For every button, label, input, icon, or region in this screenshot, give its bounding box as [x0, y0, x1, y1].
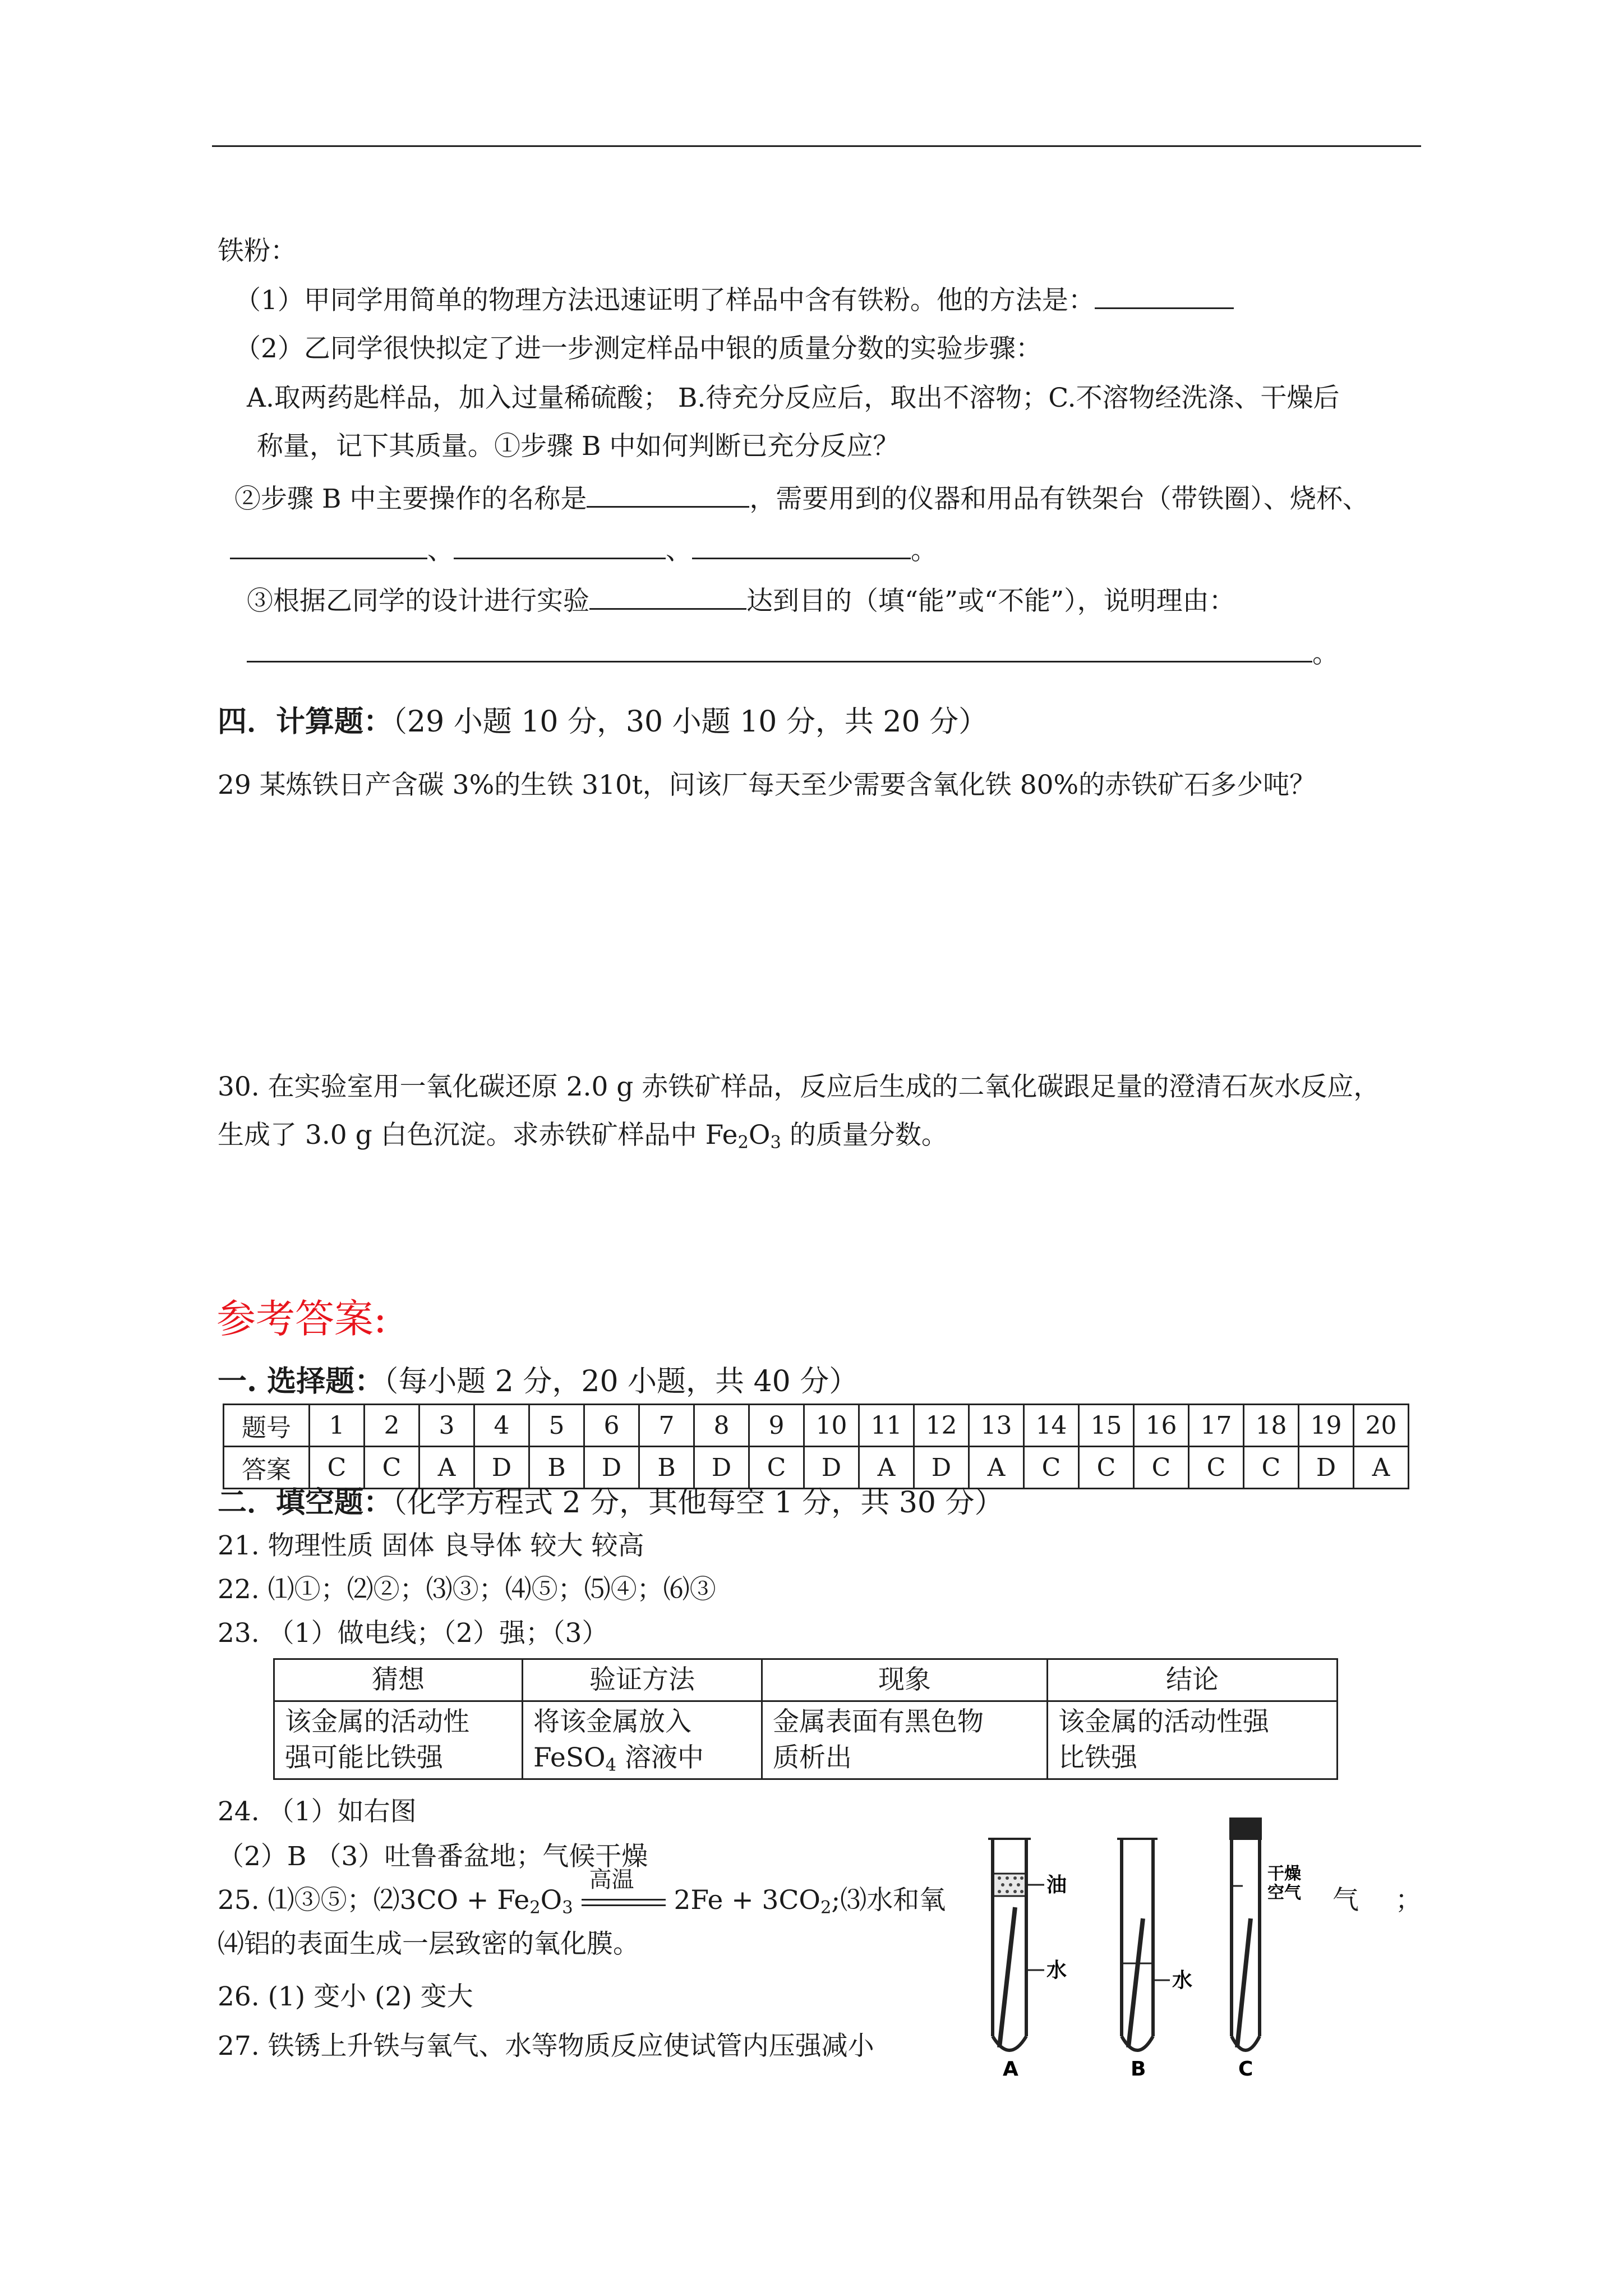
feso4-text: FeSO [533, 1742, 606, 1773]
cell-conclusion-line2: 比铁强 [1058, 1742, 1137, 1773]
answer-27: 27. 铁锈上升铁与氧气、水等物质反应使试管内压强减小 [218, 2031, 874, 2062]
a25-text-mid: 2Fe + 3CO [665, 1885, 820, 1916]
answer-24-line1: 24. （1）如右图 [218, 1796, 417, 1827]
answer-22: 22. ⑴①；⑵②；⑶③；⑷⑤；⑸④；⑹③ [218, 1574, 716, 1605]
table-cell-number: 2 [365, 1405, 419, 1447]
question-29: 29 某炼铁日产含碳 3%的生铁 310t，问该厂每天至少需要含氧化铁 80%的赤铁矿石多少吨？ [218, 770, 1316, 800]
header-rule [212, 145, 1421, 147]
answer-25-line1 [218, 1867, 946, 1918]
a25-o: O [540, 1885, 562, 1916]
q30-text-a: 生成了 3.0 g 白色沉淀。求赤铁矿样品中 Fe [218, 1120, 738, 1151]
experiment-table [273, 1658, 1338, 1780]
table-cell-answer: C [1244, 1447, 1299, 1489]
label-oil: 油 [1046, 1874, 1067, 1897]
question-30-line1: 30. 在实验室用一氧化碳还原 2.0 g 赤铁矿样品，反应后生成的二氧化碳跟足量的澄清石灰水反应， [218, 1071, 1380, 1102]
a25-text-pre: 25. ⑴③⑤；⑵3CO + Fe [218, 1885, 530, 1916]
header-phenomenon: 现象 [762, 1659, 1048, 1701]
cell-method-line2 [533, 1740, 751, 1776]
a25-equals-line-1 [582, 1899, 666, 1901]
cell-conclusion-line1: 该金属的活动性强 [1058, 1706, 1269, 1737]
table-cell-answer: D [914, 1447, 969, 1489]
label-dry-2: 空气 [1267, 1883, 1301, 1903]
a25-sub-3: 2 [820, 1898, 832, 1918]
answer-21: 21. 物理性质 固体 良导体 较大 较高 [218, 1530, 644, 1561]
feso4-post: 溶液中 [616, 1742, 704, 1773]
q28-step3-text-a: ③根据乙同学的设计进行实验 [247, 586, 589, 616]
q28-instruments-line [230, 533, 937, 568]
choice-answer-table [223, 1404, 1409, 1489]
table-cell-number: 10 [804, 1405, 859, 1447]
a25-text-post: ;⑶水和氧 [831, 1885, 946, 1916]
q28-answer-blank-2[interactable] [587, 481, 749, 508]
table-header-answer: 答案 [224, 1447, 310, 1489]
section4-heading [218, 703, 988, 740]
a25-sub-2: 3 [562, 1898, 573, 1918]
answers-s1-note: （每小题 2 分，20 小题，共 40 分） [384, 1365, 859, 1398]
cell-method [523, 1701, 762, 1779]
header-conclusion: 结论 [1048, 1659, 1338, 1701]
table-cell-number: 18 [1244, 1405, 1299, 1447]
cell-phenomenon [762, 1701, 1048, 1779]
table-cell-answer: C [1189, 1447, 1244, 1489]
tube-b-label: B [1131, 2058, 1146, 2081]
q28-sep-2: 、 [666, 535, 692, 566]
table-cell-answer: D [1299, 1447, 1354, 1489]
table-cell-number: 12 [914, 1405, 969, 1447]
q30-sub-2: 3 [770, 1133, 781, 1153]
label-water-b: 水 [1172, 1969, 1193, 1992]
answers-s2-note: （化学方程式 2 分，其他每空 1 分，共 30 分） [393, 1486, 1004, 1520]
q28-step2-text-a: ②步骤 B 中主要操作的名称是 [234, 484, 587, 514]
table-cell-answer: C [310, 1447, 365, 1489]
a25-semicolon: ； [1395, 1885, 1422, 1916]
q30-o: O [748, 1120, 771, 1151]
table-cell-answer: C [1024, 1447, 1079, 1489]
a25-gas-char: 气 [1332, 1885, 1359, 1916]
cell-conclusion [1048, 1701, 1338, 1779]
section4-note: （29 小题 10 分，30 小题 10 分，共 20 分） [393, 705, 988, 739]
table-row-answers [224, 1447, 1409, 1489]
answer-24-line2: （2）B （3）吐鲁番盆地；气候干燥 [218, 1841, 648, 1872]
header-method: 验证方法 [523, 1659, 762, 1701]
table-cell-number: 19 [1299, 1405, 1354, 1447]
table-cell-answer: A [419, 1447, 474, 1489]
answers-s1-title: 一. 选择题： [218, 1364, 384, 1398]
table-header-number: 题号 [224, 1405, 310, 1447]
cell-phenomenon-line1: 金属表面有黑色物 [773, 1706, 984, 1737]
table-cell-number: 8 [694, 1405, 749, 1447]
table-cell-number: 4 [474, 1405, 529, 1447]
q28-reason-line [247, 636, 1339, 671]
table-cell-answer: B [529, 1447, 584, 1489]
q28-step2-line [234, 481, 1369, 516]
table-cell-answer: C [1134, 1447, 1189, 1489]
answers-s2-heading [218, 1484, 1004, 1521]
table-cell-answer: D [474, 1447, 529, 1489]
header-guess: 猜想 [274, 1659, 523, 1701]
q28-answer-blank-6[interactable] [589, 583, 746, 610]
table-cell-number: 20 [1354, 1405, 1409, 1447]
q28-sep-1: 、 [427, 535, 454, 566]
table-cell-answer: D [804, 1447, 859, 1489]
cell-method-line1: 将该金属放入 [533, 1706, 691, 1737]
answer-25-line2: ⑷铝的表面生成一层致密的氧化膜。 [218, 1929, 639, 1959]
tube-c [1229, 1818, 1262, 2050]
a25-reaction-condition [582, 1867, 666, 1913]
table-cell-answer: C [365, 1447, 419, 1489]
q30-sub-1: 2 [737, 1133, 749, 1153]
a25-equals-line-2 [582, 1904, 666, 1906]
table-cell-number: 17 [1189, 1405, 1244, 1447]
q28-intro: 铁粉： [218, 236, 297, 266]
label-dry-1: 干燥 [1267, 1864, 1301, 1884]
table-cell-number: 1 [310, 1405, 365, 1447]
q28-part1-text: （1）甲同学用简单的物理方法迅速证明了样品中含有铁粉。他的方法是： [234, 285, 1095, 316]
table-cell-answer: A [969, 1447, 1024, 1489]
q28-answer-blank-5[interactable] [692, 533, 911, 559]
cell-phenomenon-line2: 质析出 [773, 1742, 852, 1773]
table-cell-answer: C [749, 1447, 804, 1489]
table-cell-number: 6 [584, 1405, 639, 1447]
table-cell-answer: D [694, 1447, 749, 1489]
tube-c-label: C [1238, 2058, 1253, 2081]
section4-title: 四．计算题： [218, 705, 393, 739]
table-cell-answer: A [859, 1447, 914, 1489]
cell-guess-line1: 该金属的活动性 [285, 1706, 469, 1737]
answer-23: 23. （1）做电线；（2）强；（3） [218, 1618, 608, 1649]
a25-condition-text: 高温 [589, 1867, 634, 1893]
q28-part1 [234, 283, 1234, 318]
question-30-line2 [218, 1119, 948, 1152]
answers-s1-heading [218, 1363, 858, 1400]
cell-guess-line2: 强可能比铁强 [285, 1742, 443, 1773]
q28-step3-line [247, 583, 1235, 618]
tube-b [1117, 1839, 1170, 2050]
table-cell-answer: A [1354, 1447, 1409, 1489]
q28-step3-text-b: 达到目的（填“能”或“不能”），说明理由： [746, 586, 1235, 616]
tube-a-label: A [1003, 2058, 1018, 2081]
table-cell-number: 13 [969, 1405, 1024, 1447]
table-cell-number: 3 [419, 1405, 474, 1447]
experiment-table-header [274, 1659, 1338, 1701]
table-cell-number: 5 [529, 1405, 584, 1447]
table-cell-number: 9 [749, 1405, 804, 1447]
feso4-sub: 4 [605, 1755, 617, 1775]
answers-title: 参考答案: [216, 1296, 387, 1342]
q28-steps-line1: A.取两药匙样品，加入过量稀硫酸； B.待充分反应后，取出不溶物；C.不溶物经洗涤、干燥后 [247, 383, 1340, 413]
q28-answer-blank-7[interactable] [247, 636, 1312, 662]
q28-step2-text-b: ，需要用到的仪器和用品有铁架台（带铁圈）、烧杯、 [749, 484, 1369, 514]
answer-26: 26. (1) 变小 (2) 变大 [218, 1981, 473, 2012]
a25-sub-1: 2 [529, 1898, 541, 1918]
q28-answer-blank-4[interactable] [454, 533, 666, 559]
tube-a [988, 1839, 1044, 2050]
table-cell-number: 11 [859, 1405, 914, 1447]
table-cell-answer: D [584, 1447, 639, 1489]
table-cell-number: 16 [1134, 1405, 1189, 1447]
table-cell-number: 7 [639, 1405, 694, 1447]
answers-s2-title: 二．填空题： [218, 1485, 393, 1520]
q28-part2: （2）乙同学很快拟定了进一步测定样品中银的质量分数的实验步骤： [234, 333, 1042, 364]
cell-guess [274, 1701, 523, 1779]
table-cell-number: 15 [1079, 1405, 1134, 1447]
table-cell-answer: C [1079, 1447, 1134, 1489]
q28-answer-blank-1[interactable] [1095, 283, 1234, 309]
table-row-numbers [224, 1405, 1409, 1447]
table-cell-answer: B [639, 1447, 694, 1489]
q28-end-2: 。 [1312, 638, 1339, 669]
table-cell-number: 14 [1024, 1405, 1079, 1447]
test-tubes-figure [953, 1812, 1301, 2081]
table-row [274, 1701, 1338, 1779]
label-water-a: 水 [1046, 1959, 1067, 1982]
q30-text-b: 的质量分数。 [781, 1120, 948, 1151]
q28-end-1: 。 [911, 535, 937, 566]
q28-answer-blank-3[interactable] [230, 533, 427, 559]
q28-steps-line2: 称量，记下其质量。①步骤 B 中如何判断已充分反应？ [257, 431, 900, 462]
